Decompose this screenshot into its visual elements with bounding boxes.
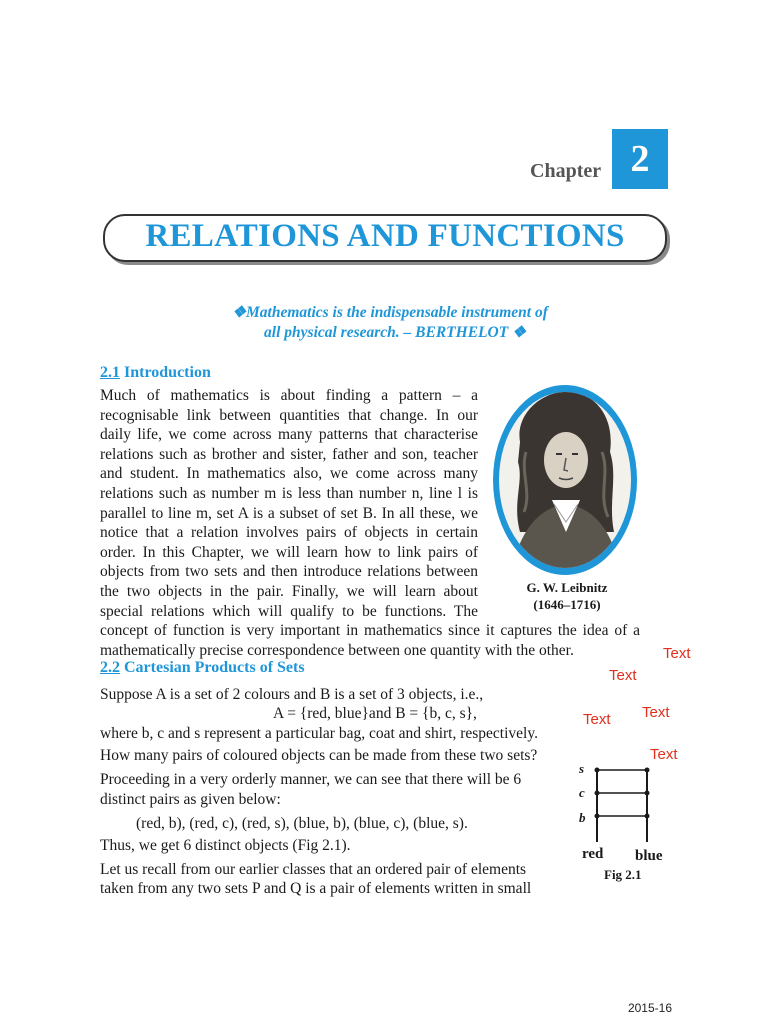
- text-line: mathematically precise correspondence between one quantity with the other.: [100, 641, 574, 659]
- text-line: Let us recall from our earlier classes that an ordered pair of elements: [100, 861, 527, 878]
- leibnitz-portrait: [490, 382, 640, 578]
- text-line: concept of function is very important in mathematics since it captures the idea of a: [100, 622, 640, 639]
- portrait-caption-name: G. W. Leibnitz: [526, 580, 608, 595]
- page-code: 2015-16: [627, 1001, 672, 1015]
- set-definition: A = {red, blue}and B = {b, c, s},: [273, 705, 477, 722]
- figure-2-1-diagram: [585, 760, 665, 850]
- annotation-text: Text: [583, 711, 611, 728]
- figure-label-b: b: [579, 810, 586, 825]
- annotation-text: Text: [609, 667, 637, 684]
- quote-line-1: ❖Mathematics is the indispensable instrument of: [232, 304, 548, 321]
- text-line: the two objects in the pair. Finally, we will learn about: [100, 582, 478, 600]
- section-number: 2.1: [100, 364, 120, 381]
- chapter-number: 2: [630, 138, 650, 180]
- text-line: recognisable link between quantities that change. In our: [100, 406, 478, 424]
- text-line: taken from any two sets P and Q is a pair of elements written in small: [100, 880, 532, 897]
- text-line: How many pairs of coloured objects can be made from these two sets?: [100, 747, 538, 764]
- intro-paragraph: [100, 386, 478, 621]
- pairs-list: (red, b), (red, c), (red, s), (blue, b), (blue, c), (blue, s).: [136, 815, 468, 832]
- figure-label-s: s: [579, 761, 585, 776]
- page-title: RELATIONS AND FUNCTIONS: [145, 218, 625, 254]
- text-line: order. In this Chapter, we will learn how to link pairs of: [100, 543, 478, 561]
- text-line: objects from two sets and then introduce relations between: [100, 563, 478, 581]
- figure-label-blue: blue: [635, 848, 663, 864]
- text-line: parallel to line m, set A is a subset of set B. In all these, we: [100, 504, 478, 522]
- section-number: 2.2: [100, 659, 120, 676]
- quote-line-2: all physical research. – BERTHELOT ❖: [264, 324, 526, 341]
- figure-label-red: red: [582, 846, 604, 862]
- chapter-label: Chapter: [530, 160, 602, 182]
- text-line: Much of mathematics is about finding a pattern – a: [100, 387, 478, 404]
- text-line: relations such as number m is less than number n, line l is: [100, 484, 478, 502]
- text-line: notice that a relation involves pairs of objects in certain: [100, 524, 478, 542]
- text-line: Suppose A is a set of 2 colours and B is a set of 3 objects, i.e.,: [100, 686, 484, 703]
- text-line: relations such as brother and sister, father and son, teacher: [100, 445, 478, 463]
- section-title: Cartesian Products of Sets: [124, 659, 305, 676]
- figure-caption: Fig 2.1: [604, 867, 642, 882]
- text-line: where b, c and s represent a particular bag, coat and shirt, respectively.: [100, 725, 538, 742]
- annotation-text: Text: [663, 645, 691, 662]
- portrait-caption-years: (1646–1716): [533, 597, 601, 612]
- intro-paragraph-end: [100, 621, 640, 660]
- figure-label-c: c: [579, 785, 585, 800]
- annotation-text: Text: [642, 704, 670, 721]
- text-line: Proceeding in a very orderly manner, we can see that there will be 6: [100, 771, 522, 788]
- text-line: special relations which will qualify to be functions. The: [100, 602, 478, 620]
- text-line: daily life, we come across many patterns that characterise: [100, 426, 478, 444]
- chapter-number-box: [612, 129, 668, 189]
- section-heading-introduction: [100, 364, 211, 382]
- text-line: and student. In mathematics also, we come across many: [100, 465, 478, 483]
- text-line: Thus, we get 6 distinct objects (Fig 2.1).: [100, 837, 351, 854]
- annotation-text: Text: [650, 746, 678, 763]
- section-title: Introduction: [124, 364, 211, 381]
- section-heading-cartesian: [100, 659, 305, 677]
- text-line: distinct pairs as given below:: [100, 791, 281, 808]
